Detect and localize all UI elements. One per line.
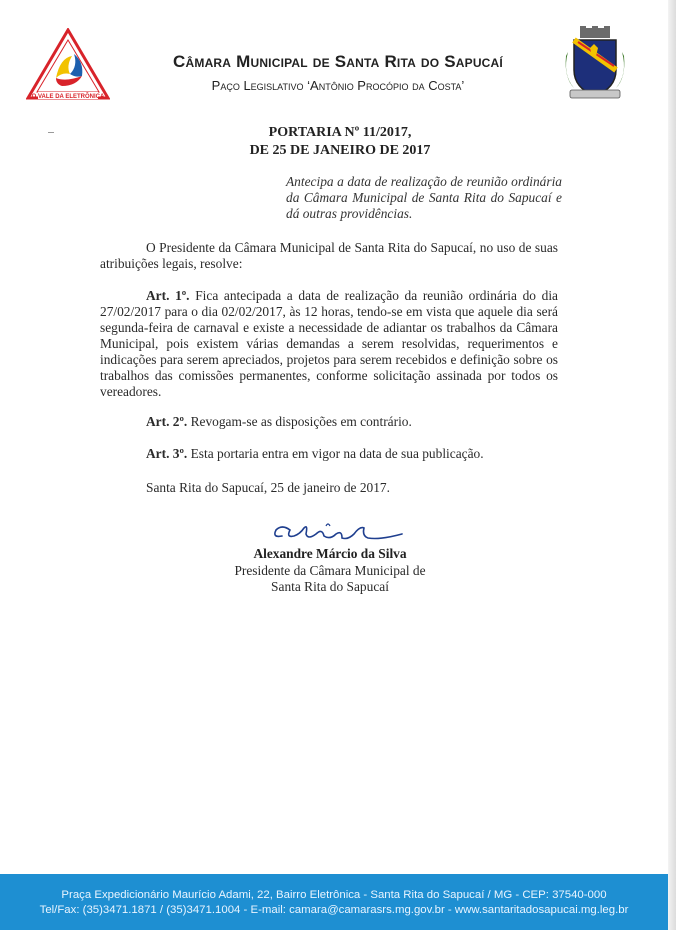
article-1 — [100, 288, 558, 400]
title-line-1: PORTARIA Nº 11/2017, — [268, 125, 412, 140]
footer-bar — [0, 874, 668, 930]
article-2-label: Art. 2º. — [146, 414, 188, 429]
handwritten-signature — [268, 516, 404, 546]
place-date: Santa Rita do Sapucaí, 25 de janeiro de 2017. — [146, 480, 390, 495]
signer-role-line-1: Presidente da Câmara Municipal de — [234, 563, 426, 578]
article-2 — [100, 414, 558, 430]
signer-name: Alexandre Márcio da Silva — [253, 546, 407, 561]
preamble-paragraph: O Presidente da Câmara Municipal de Santa Rita do Sapucaí, no uso de suas atribuições legais, resolve: — [100, 240, 558, 271]
article-3-text: Esta portaria entra em vigor na data de sua publicação. — [190, 446, 484, 461]
title-line-2: DE 25 DE JANEIRO DE 2017 — [249, 143, 431, 158]
ementa-summary: Antecipa a data de realização de reunião ordinária da Câmara Municipal de Santa Rita do Sapucaí e dá outras providências. — [286, 174, 562, 221]
article-2-text: Revogam-se as disposições em contrário. — [190, 414, 412, 429]
logo-banner-text: O VALE DA ELETRÔNICA — [31, 94, 105, 100]
document-title — [120, 124, 560, 160]
article-1-text: Fica antecipada a data de realização da reunião ordinária do dia 27/02/2017 para o dia 02/02/2017, às 12 horas, tendo-se em vista que aquele dia será segunda-feira de carnaval e existe a necessidade de adiantar os trabalhos da Câmara Municipal, pois existem várias demandas a serem resolvidas, requerimentos e indicações para serem apreciados, projetos para serem recebidos e definição sobre os trabalhos das comissões permanentes, conforme solicitação assinada por todos os vereadores. — [100, 288, 558, 399]
footer-contact: Tel/Fax: (35)3471.1871 / (35)3471.1004 - E-mail: camara@camarasrs.mg.gov.br - www.santaritadosapucai.mg.leg.br — [39, 904, 629, 916]
article-1-label: Art. 1º. — [146, 288, 190, 303]
camara-logo-icon — [26, 28, 110, 102]
article-3 — [100, 446, 558, 462]
article-3-label: Art. 3º. — [146, 446, 188, 461]
municipal-coat-of-arms-icon — [560, 26, 630, 102]
signer-role-line-2: Santa Rita do Sapucaí — [271, 579, 389, 594]
institution-name: Câmara Municipal de Santa Rita do Sapucaí — [173, 52, 503, 71]
page-edge-shadow — [668, 0, 676, 930]
footer-address: Praça Expedicionário Maurício Adami, 22, Bairro Eletrônica - Santa Rita do Sapucaí / MG - CEP: 37540-000 — [61, 889, 607, 901]
scan-speck — [48, 132, 54, 133]
building-name: Paço Legislativo ‘Antônio Procópio da Costa’ — [211, 78, 465, 93]
